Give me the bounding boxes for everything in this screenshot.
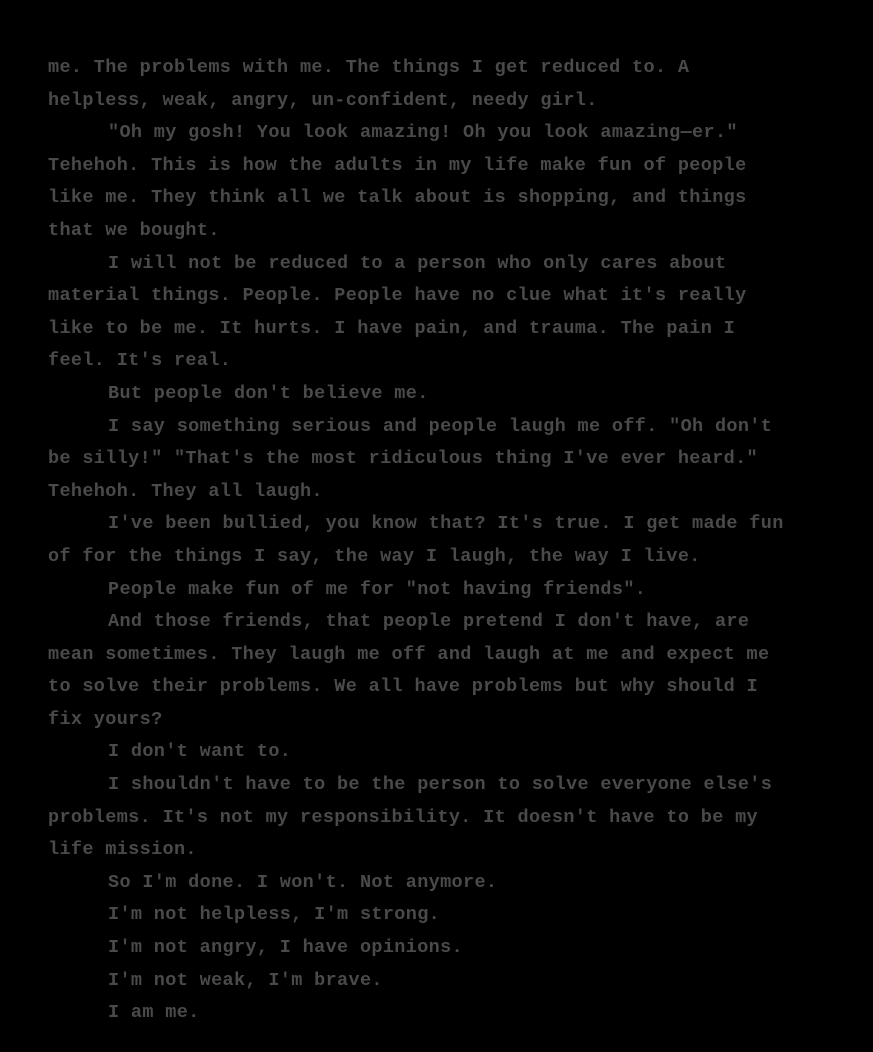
paragraph-5: I say something serious and people laugh me off. "Oh don't be silly!" "That's the most ridiculous thing I've ever heard." Tehehoh. They all laugh.: [48, 415, 773, 502]
paragraph-13: I'm not angry, I have opinions.: [108, 937, 464, 959]
paragraph-15: I am me.: [108, 1002, 200, 1024]
paragraph-4: But people don't believe me.: [108, 382, 429, 404]
paragraph-11: So I'm done. I won't. Not anymore.: [108, 871, 498, 893]
paragraph-14: I'm not weak, I'm brave.: [108, 969, 383, 991]
paragraph-3: I will not be reduced to a person who only cares about material things. People. People have no clue what it's really like to be me. It hurts. I have pain, and trauma. The pain I feel. It's real.: [48, 252, 747, 372]
paragraph-1: me. The problems with me. The things I get reduced to. A helpless, weak, angry, un-confident, needy girl.: [48, 57, 690, 111]
paragraph-6: I've been bullied, you know that? It's true. I get made fun of for the things I say, the way I laugh, the way I live.: [48, 513, 784, 567]
paragraph-12: I'm not helpless, I'm strong.: [108, 904, 441, 926]
paragraph-2: "Oh my gosh! You look amazing! Oh you look amazing—er." Tehehoh. This is how the adults in my life make fun of people like me. They think all we talk about is shopping, and things that we bought.: [48, 122, 747, 241]
paragraph-7: People make fun of me for "not having friends".: [108, 578, 647, 600]
paragraph-10: I shouldn't have to be the person to solve everyone else's problems. It's not my responsibility. It doesn't have to be my life mission.: [48, 774, 773, 861]
paragraph-8: And those friends, that people pretend I don't have, are mean sometimes. They laugh me off and laugh at me and expect me to solve their problems. We all have problems but why should I fix yours?: [48, 611, 770, 730]
document-page: [48, 52, 793, 1030]
paragraph-9: I don't want to.: [108, 741, 292, 763]
